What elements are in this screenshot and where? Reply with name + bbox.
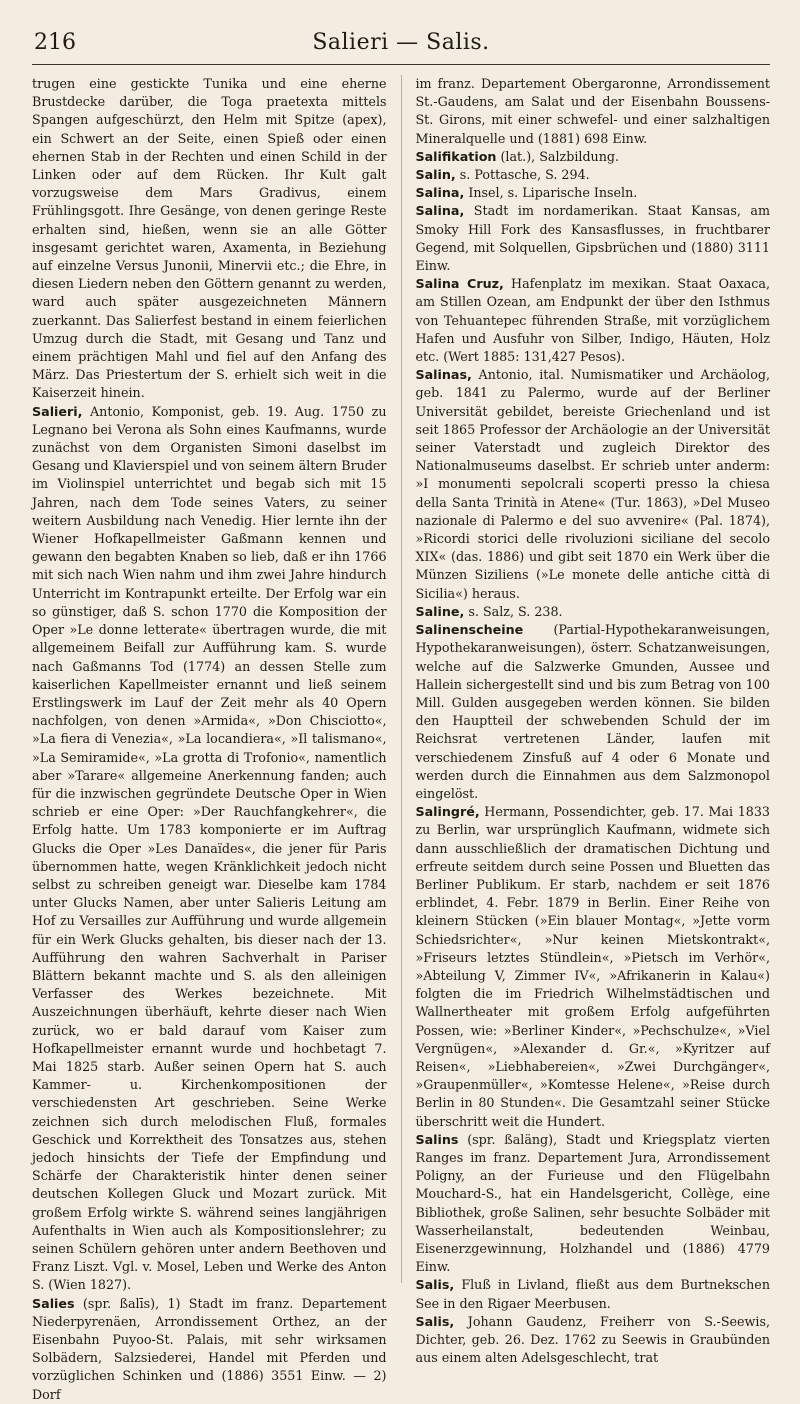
dictionary-entry	[415, 1131, 770, 1277]
entry-text: Hermann, Possendichter, geb. 17. Mai 1833 zu Berlin, war ursprünglich Kaufmann, widmete sich dann ausschließlich der dramatischen Dichtung und erfreute seitdem durch seine Possen und Bluetten das Berliner Publikum. Er starb, nachdem er seit 1876 erblindet, 4. Febr. 1879 in Berlin. Einer Reihe von kleinern Stücken (»Ein blauer Montag«, »Jette vorm Schiedsrichter«, »Nur keinen Mietskontrakt«, »Friseurs letztes Stündlein«, »Pietsch im Verhör«, »Abteilung V, Zimmer IV«, »Afrikanerin in Kalau«) folgten die im Friedrich Wilhelmstädtischen und Wallnertheater mit großem Erfolg aufgeführten Possen, wie: »Berliner Kinder«, »Pechschulze«, »Viel Vergnügen«, »Alexander d. Gr.«, »Kyritzer auf Reisen«, »Liebhabereien«, »Zwei Durchgänger«, »Graupenmüller«, »Komtesse Helene«, »Reise durch Berlin in 80 Stunden«. Die Gesamtzahl seiner Stücke überschritt weit die Hundert.	[415, 804, 770, 1129]
page-header	[32, 30, 770, 65]
dictionary-entry	[415, 75, 770, 148]
entry-headword: Salifikation	[415, 148, 497, 164]
page-number: 216	[34, 30, 76, 55]
dictionary-entry	[415, 184, 770, 202]
entry-text: (spr. ßalīs), 1) Stadt im franz. Departement Niederpyrenäen, Arrondissement Orthez, an der Eisenbahn Puyoo-St. Palais, mit sehr wirksamen Solbädern, Salzsiederei, Handel mit Pferden und vorzüglichen Schinken und (1886) 3551 Einw. — 2) Dorf	[32, 1295, 387, 1402]
entry-text: Antonio, ital. Numismatiker und Archäolog, geb. 1841 zu Palermo, wurde auf der Berliner Universität gebildet, bereiste Griechenland und ist seit 1865 Professor der Archäologie an der Universität seiner Vaterstadt und zugleich Direktor des Nationalmuseums daselbst. Er schrieb unter anderm: »I monumenti sepolcrali scoperti presso la chiesa della Santa Trinità in Atene« (Tur. 1863), »Del Museo nazionale di Palermo e del suo avvenire« (Pal. 1874), »Ricordi storici delle rivoluzioni siciliane del secolo XIX« (das. 1886) und gibt seit 1870 ein Werk über die Münzen Siziliens (»Le monete delle antiche città di Sicilia«) heraus.	[415, 367, 770, 601]
entry-text: Antonio, Komponist, geb. 19. Aug. 1750 zu Legnano bei Verona als Sohn eines Kaufmanns, wurde zunächst von dem Organisten Simoni daselbst im Gesang und Klavierspiel und von seinem ältern Bruder im Violinspiel unterrichtet und begab sich mit 15 Jahren, nach dem Tode seines Vaters, zu seiner weitern Ausbildung nach Venedig. Hier lernte ihn der Wiener Hofkapellmeister Gaßmann kennen und gewann den begabten Knaben so lieb, daß er ihn 1766 mit sich nach Wien nahm und ihm zwei Jahre hindurch Unterricht im Kontrapunkt erteilte. Der Erfolg war ein so günstiger, daß S. schon 1770 die Komposition der Oper »Le donne letterate« übertragen wurde, die mit allgemeinem Beifall zur Aufführung kam. S. wurde nach Gaßmanns Tod (1774) an dessen Stelle zum kaiserlichen Kapellmeister ernannt und ließ seinem Erstlingswerk im Lauf der Zeit mehr als 40 Opern nachfolgen, von denen »Armida«, »Don Chisciotto«, »La fiera di Venezia«, »La locandiera«, »Il talismano«, »La Semiramide«, »La grotta di Trofonio«, namentlich aber »Tarare« allgemeine Anerkennung fanden; auch für die inzwischen gegründete Deutsche Oper in Wien schrieb er eine Oper: »Der Rauchfangkehrer«, die Erfolg hatte. Um 1783 komponierte er im Auftrag Glucks die Oper »Les Danaïdes«, die jener für Paris übernommen hatte, wegen Kränklichkeit jedoch nicht selbst zu schreiben geneigt war. Dieselbe kam 1784 unter Glucks Namen, aber unter Salieris Leitung am Hof zu Versailles zur Aufführung und wurde allgemein für ein Werk Glucks gehalten, bis dieser nach der 13. Aufführung den wahren Sachverhalt in Pariser Blättern bekannt machte und S. als den alleinigen Verfasser des Werkes bezeichnete. Mit Auszeichnungen überhäuft, kehrte dieser nach Wien zurück, wo er bald darauf vom Kaiser zum Hofkapellmeister ernannt wurde und hochbetagt 7. Mai 1825 starb. Außer seinen Opern hat S. auch Kammer- u. Kirchenkompositionen der verschiedensten Art geschrieben. Seine Werke zeichnen sich durch melodischen Fluß, formales Geschick und Korrektheit des Tonsatzes aus, stehen jedoch hinsichts der Tiefe der Empfindung und Schärfe der Charakteristik hinter denen seiner deutschen Kollegen Gluck und Mozart zurück. Mit großem Erfolg wirkte S. während seines langjährigen Aufenthalts in Wien auch als Kompositionslehrer; zu seinen Schülern gehören unter andern Beethoven und Franz Liszt. Vgl. v. Mosel, Leben und Werke des Anton S. (Wien 1827).	[32, 403, 387, 1293]
dictionary-entry	[415, 275, 770, 366]
dictionary-entry	[415, 803, 770, 1131]
entry-text: trugen eine gestickte Tunika und eine eherne Brustdecke darüber, die Toga praetexta mittels Spangen aufgeschürzt, den Helm mit Spitze (apex), ein Schwert an der Seite, einen Spieß oder einen ehernen Stab in der Rechten und einen Schild in der Linken oder auf dem Rücken. Ihr Kult galt vorzugsweise dem Mars Gradivus, einem Frühlingsgott. Ihre Gesänge, von denen geringe Reste erhalten sind, hießen, wenn sie an alle Götter insgesamt gerichtet waren, Axamenta, in Beziehung auf einzelne Versus Junonii, Minervii etc.; die Ehre, in diesen Liedern neben den Göttern genannt zu werden, ward auch später ausgezeichneten Männern zuerkannt. Das Salierfest bestand in einem feierlichen Umzug durch die Stadt, mit Gesang und Tanz und einem prächtigen Mahl und fiel auf den Anfang des März. Das Priestertum der S. erhielt sich weit in die Kaiserzeit hinein.	[32, 76, 387, 401]
entry-headword: Salina,	[415, 185, 465, 201]
entry-headword: Salingré,	[415, 804, 480, 820]
entry-text: (Partial-Hypothekaranweisungen, Hypothekaranweisungen), österr. Schatzanweisungen, welche auf die Salzwerke Gmunden, Aussee und Hallein sichergestellt sind und bis zum Betrag von 100 Mill. Gulden ausgegeben werden können. Sie bilden den Hauptteil der schwebenden Schuld der im Reichsrat vertretenen Länder, laufen mit verschiedenem Zinsfuß auf 4 oder 6 Monate und werden durch die Einnahmen aus dem Salzmonopol eingelöst.	[415, 622, 770, 801]
entry-headword: Salinas,	[415, 367, 472, 383]
dictionary-entry	[415, 1276, 770, 1312]
entry-headword: Salinenscheine	[415, 622, 524, 638]
entry-text: Fluß in Livland, fließt aus dem Burtnekschen See in den Rigaer Meerbusen.	[415, 1277, 770, 1311]
dictionary-entry	[32, 75, 387, 403]
page-title: Salieri — Salis.	[312, 30, 490, 55]
entry-headword: Salina,	[415, 203, 465, 219]
dictionary-entry	[415, 1313, 770, 1368]
dictionary-entry	[415, 148, 770, 166]
right-column	[415, 75, 771, 1366]
entry-headword: Saline,	[415, 603, 465, 619]
dictionary-entry	[32, 403, 387, 1295]
entry-headword: Salin,	[415, 167, 456, 183]
entry-headword: Salins	[415, 1131, 459, 1147]
entry-text: (spr. ßaläng), Stadt und Kriegsplatz vierten Ranges im franz. Departement Jura, Arrondissement Poligny, an der Furieuse und den Flügelbahn Mouchard-S., hat ein Handelsgericht, Collège, eine Bibliothek, große Salinen, sehr besuchte Solbäder mit Wasserheilanstalt, bedeutenden Weinbau, Eisenerzgewinnung, Holzhandel und (1886) 4779 Einw.	[415, 1131, 770, 1275]
dictionary-entry	[415, 603, 770, 621]
dictionary-entry	[32, 1295, 387, 1404]
entry-text: Hafenplatz im mexikan. Staat Oaxaca, am Stillen Ozean, am Endpunkt der über den Isthmus von Tehuantepec führenden Straße, mit vorzüglichem Hafen und Ausfuhr von Silber, Indigo, Häuten, Holz etc. (Wert 1885: 131,427 Pesos).	[415, 276, 771, 365]
dictionary-entry	[415, 366, 770, 603]
entry-text: Stadt im nordamerikan. Staat Kansas, am Smoky Hill Fork des Kansasflusses, in fruchtbarer Gegend, mit Solquellen, Gipsbrüchen und (1880) 3111 Einw.	[415, 203, 770, 274]
dictionary-entry	[415, 202, 770, 275]
entry-text: (lat.), Salzbildung.	[496, 148, 620, 164]
entry-headword: Salies	[32, 1295, 75, 1311]
entry-text: im franz. Departement Obergaronne, Arrondissement St.-Gaudens, am Salat und der Eisenbahn Boussens-St. Girons, mit einer schwefel- und einer salzhaltigen Mineralquelle und (1881) 698 Einw.	[415, 76, 770, 146]
entry-headword: Salieri,	[32, 403, 83, 419]
entry-text: Insel, s. Liparische Inseln.	[464, 185, 638, 201]
entry-headword: Salis,	[415, 1277, 455, 1293]
dictionary-entry	[415, 621, 770, 803]
entry-headword: Salina Cruz,	[415, 276, 504, 292]
entry-text: s. Salz, S. 238.	[464, 603, 563, 619]
entry-text: Johann Gaudenz, Freiherr von S.-Seewis, Dichter, geb. 26. Dez. 1762 zu Seewis in Graubünden aus einem alten Adelsgeschlecht, trat	[415, 1313, 770, 1366]
entry-headword: Salis,	[415, 1313, 455, 1329]
text-columns	[32, 75, 771, 1402]
dictionary-entry	[415, 166, 770, 184]
entry-text: s. Pottasche, S. 294.	[455, 167, 590, 183]
left-column	[32, 75, 387, 1402]
column-divider	[401, 75, 402, 1283]
